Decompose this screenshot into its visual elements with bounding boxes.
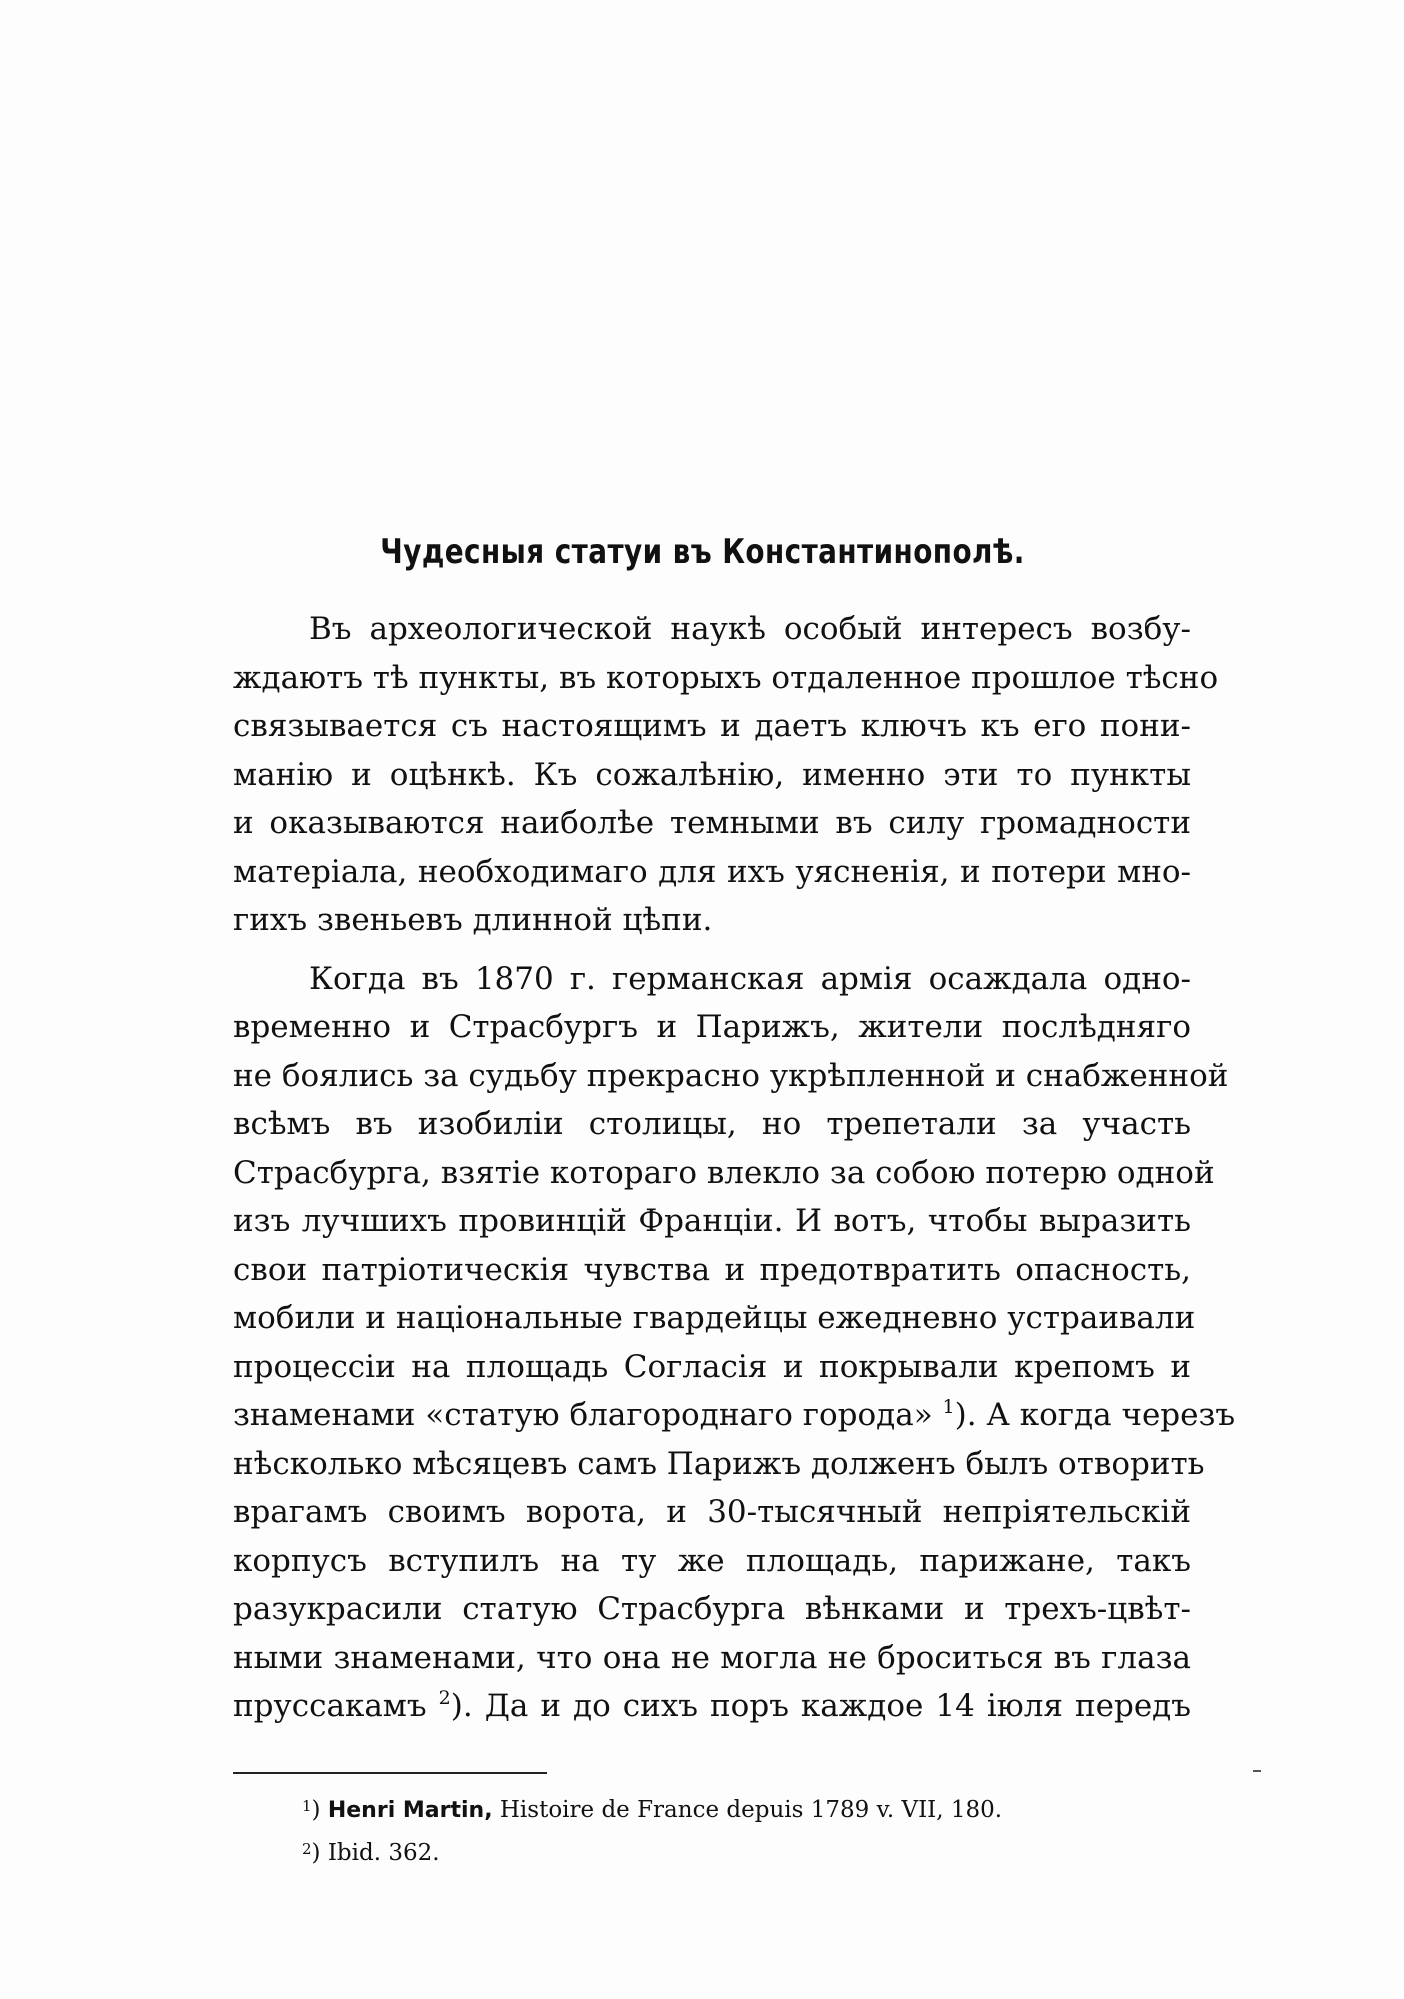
text-line: мобили и національные гвардейцы ежедневно устраивали [233,1300,1196,1336]
text-line: манію и оцѣнкѣ. Къ сожалѣнію, именно эти то пункты [233,756,1191,793]
text-line: разукрасили статую Страсбурга вѣнками и трехъ-цвѣт- [233,1591,1191,1627]
footnote-text: Ibid. 362. [320,1840,440,1866]
footnote-text: Histoire de France depuis 1789 v. VII, 180. [492,1797,1003,1823]
chapter-title: Чудесныя статуи въ Константинополѣ. [380,532,1025,572]
print-mark [1253,1770,1261,1772]
footnote-ref-2: 2 [438,1687,451,1709]
text-line: не боялись за судьбу прекрасно укрѣпленной и снабженной [233,1057,1229,1094]
footnotes [302,1787,1002,1872]
text-line: изъ лучшихъ провинцій Франціи. И вотъ, чтобы выразить [233,1203,1191,1239]
text-segment: ). Да и до сихъ поръ каждое 14 іюля передъ [450,1688,1191,1724]
text-line: всѣмъ въ изобиліи столицы, но трепетали за участь [233,1106,1191,1142]
text-segment: знаменами «статую благороднаго города» [233,1397,933,1433]
footnote: $^1$) Henri Martin, Histoire de France depuis 1789 v. VII, 180. [302,1797,1003,1823]
text-line-with-footnote-ref [233,1682,1191,1731]
text-line: связывается съ настоящимъ и даетъ ключъ къ его пони- [233,708,1191,744]
main-text [233,605,1236,1731]
footnote: $^2$) Ibid. 362. [302,1840,440,1866]
text-segment: пруссакамъ [233,1688,427,1724]
text-line: временно и Страсбургъ и Парижъ, жители послѣдняго [233,1009,1191,1045]
footnote-author: Henri Martin, [327,1798,493,1823]
text-line: Когда въ 1870 г. германская армія осаждала одно- [309,960,1191,997]
text-line: свои патріотическія чувства и предотвратить опасность, [233,1251,1191,1288]
text-segment: ). А когда черезъ [954,1397,1236,1433]
text-line: процессіи на площадь Согласія и покрывали крепомъ и [233,1348,1191,1385]
text-line: Въ археологической наукѣ особый интересъ возбу- [309,611,1191,647]
text-line: Страсбурга, взятіе котораго влекло за собою потерю одной [233,1154,1215,1191]
text-line: и оказываются наиболѣе темными въ силу громадности [233,805,1191,841]
text-line: врагамъ своимъ ворота, и 30-тысячный непріятельскій [233,1494,1191,1530]
text-line: гихъ звеньевъ длинной цѣпи. [233,902,713,938]
footnote-marker: 2 [302,1840,312,1858]
footnote-marker: 1 [302,1797,312,1815]
footnote-separator [233,1772,547,1774]
text-line: матеріала, необходимаго для ихъ уясненія, и потери мно- [233,853,1191,890]
text-line-with-footnote-ref [233,1391,1236,1440]
text-line: ными знаменами, что она не могла не броситься въ глаза [233,1639,1191,1676]
text-line: нѣсколько мѣсяцевъ самъ Парижъ долженъ былъ отворить [233,1445,1205,1482]
footnote-ref-1: 1 [942,1396,955,1418]
text-line: корпусъ вступилъ на ту же площадь, парижане, такъ [233,1542,1191,1579]
text-line: ждаютъ тѣ пункты, въ которыхъ отдаленное прошлое тѣсно [233,659,1219,696]
